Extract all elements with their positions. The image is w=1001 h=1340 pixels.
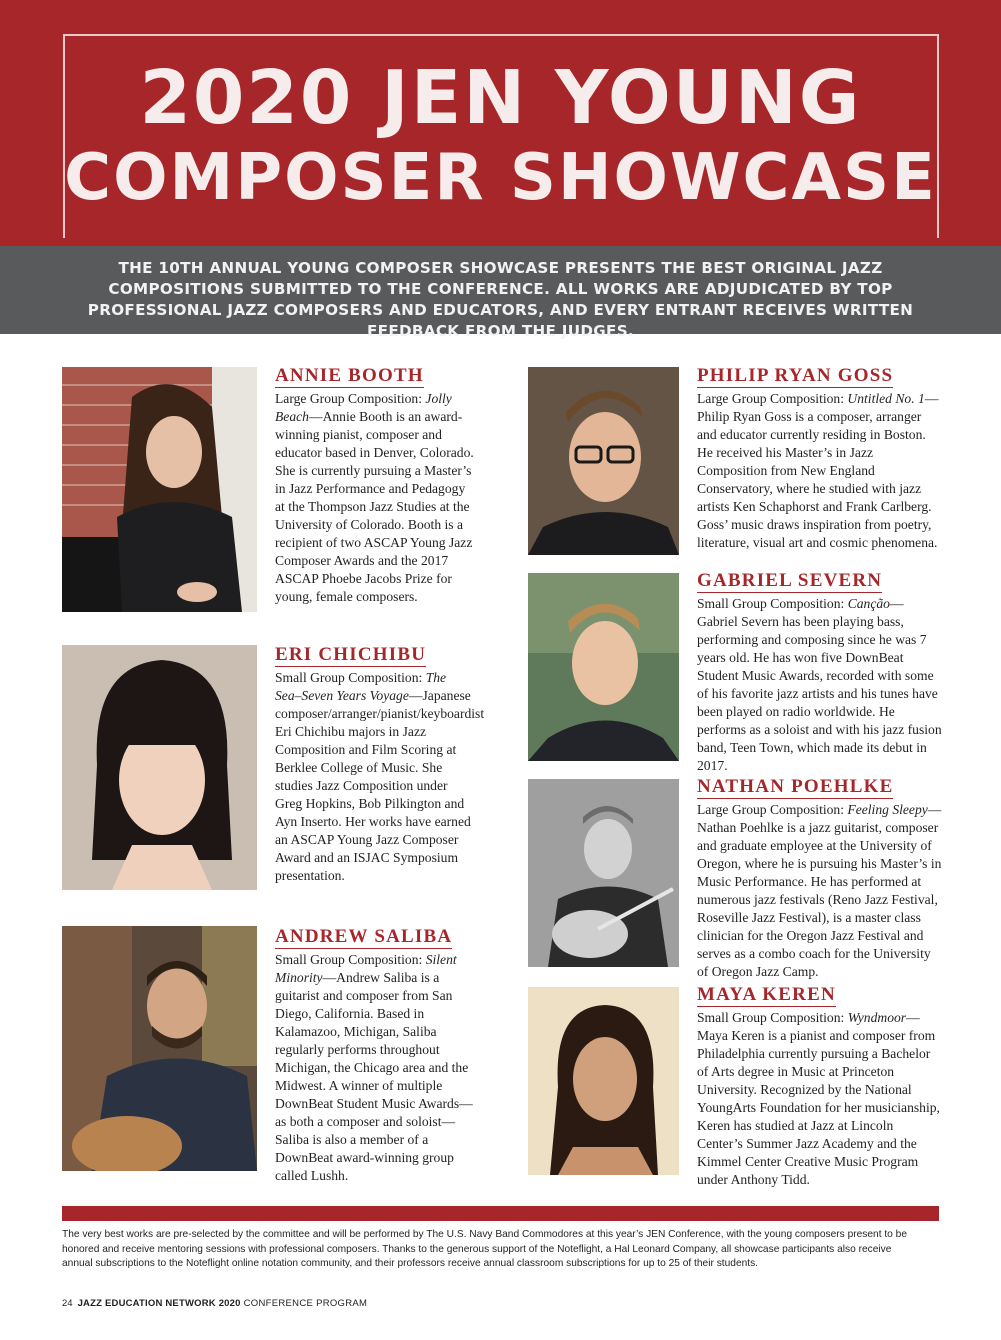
work-title: Jolly Beach [275, 391, 452, 424]
composer-bio: Small Group Composition: The Sea–Seven Years Voyage—Japanese composer/arranger/pianist/keyboardist Eri Chichibu majors in Jazz Composition and Film Scoring at Berklee College of Music. She studies Jazz Composition under Greg Hopkins, Bob Pilkington and Ayn Inserto. Her works have earned an ASCAP Young Jazz Composer Award and an ISJAC Symposium presentation. [275, 670, 485, 883]
composer-bio: Small Group Composition: Silent Minority—Andrew Saliba is a guitarist and composer from San Diego, California. Based in Kalamazoo, Michigan, Saliba regularly performs throughout Michigan, the Chicago area and the Midwest. A winner of multiple DownBeat Student Music Awards—as both a composer and soloist—Saliba is also a member of a DownBeat award-winning group called Lushh. [275, 952, 473, 1183]
work-title: Canção [847, 596, 890, 611]
work-title: Wyndmoor [847, 1010, 907, 1025]
composer-name: MAYA KEREN [697, 984, 836, 1005]
section-name: CONFERENCE PROGRAM [243, 1298, 368, 1309]
bio-philip-ryan-goss [697, 364, 942, 552]
composer-name: ANNIE BOOTH [275, 365, 424, 386]
bio-nathan-poehlke [697, 775, 942, 981]
work-title: Untitled No. 1 [847, 391, 925, 406]
page-number: 24 [62, 1298, 73, 1309]
page-title-line-1: 2020 JEN YOUNG [139, 55, 862, 141]
footer-note: The very best works are pre-selected by the committee and will be performed by The U.S. Navy Band Commodores at this year’s JEN Conference, with the young composers present to be honored and receive mentoring sessions with professional composers. Thanks to the generous support of the Noteflight, a Hal Leonard Company, all showcase participants also receive annual subscriptions to the Noteflight online notation community, and their professors receive annual classroom subscriptions for up to 25 of their students. [62, 1229, 908, 1269]
photo-maya-keren [528, 987, 679, 1175]
footer-rule [62, 1206, 939, 1221]
bio-maya-keren [697, 983, 942, 1189]
intro-text: THE 10TH ANNUAL YOUNG COMPOSER SHOWCASE PRESENTS THE BEST ORIGINAL JAZZ COMPOSITIONS SUBMITTED TO THE CONFERENCE. ALL WORKS ARE ADJUDICATED BY TOP PROFESSIONAL JAZZ COMPOSERS AND EDUCATORS, AND EVERY ENTRANT RECEIVES WRITTEN FEEDBACK FROM THE JUDGES. [87, 259, 914, 340]
bio-gabriel-severn [697, 569, 942, 775]
photo-annie-booth [62, 367, 257, 612]
composer-name: PHILIP RYAN GOSS [697, 365, 894, 386]
photo-gabriel-severn [528, 573, 679, 761]
work-title: Silent Minority [275, 952, 457, 985]
photo-philip-ryan-goss [528, 367, 679, 555]
composer-bio: Large Group Composition: Jolly Beach—Annie Booth is an award-winning pianist, composer and educator based in Denver, Colorado. She is currently pursuing a Master’s in Jazz Performance and Pedagogy at the Thompson Jazz Studies at the University of Colorado. Booth is a recipient of two ASCAP Young Jazz Composer Awards and the 2017 ASCAP Phoebe Jacobs Prize for young, female composers. [275, 391, 474, 604]
photo-andrew-saliba [62, 926, 257, 1171]
composer-bio: Small Group Composition: Wyndmoor—Maya Keren is a pianist and composer from Philadelphia currently pursuing a Bachelor of Arts degree in Music at Princeton University. Recognized by the National YoungArts Foundation for her musicianship, Keren has studied at Jazz at Lincoln Center’s Summer Jazz Academy and the Kimmel Center Creative Music Program under Anthony Tidd. [697, 1010, 940, 1187]
photo-eri-chichibu [62, 645, 257, 890]
composer-name: ANDREW SALIBA [275, 926, 453, 947]
composer-bio: Small Group Composition: Canção—Gabriel Severn has been playing bass, performing and composing since he was 7 years old. He has won five DownBeat Student Music Awards, recorded with some of his favorite jazz artists and his tunes have been played on radio worldwide. He performs as a soloist and with his jazz fusion band, Teen Town, which made its debut in 2017. [697, 596, 942, 773]
bio-eri-chichibu [275, 643, 485, 885]
composer-bio: Large Group Composition: Untitled No. 1—Philip Ryan Goss is a composer, arranger and educator currently residing in Boston. He received his Master’s in Jazz Composition from New England Conservatory, where he studied with jazz artists Ken Schaphorst and Frank Carlberg. Goss’ music draws inspiration from poetry, literature, visual art and cosmic phenomena. [697, 391, 939, 550]
work-title: Feeling Sleepy [847, 802, 928, 817]
page-title-line-2: COMPOSER SHOWCASE [64, 141, 937, 215]
bio-andrew-saliba [275, 925, 475, 1185]
page-folio [62, 1298, 367, 1309]
composer-bio: Large Group Composition: Feeling Sleepy—Nathan Poehlke is a jazz guitarist, composer and graduate employee at the University of Oregon, where he is pursuing his Master’s in Music Performance. He has performed at numerous jazz festivals (Reno Jazz Festival, Roseville Jazz Festival), is a master class clinician for the Oregon Jazz Festival and serves as a combo coach for the University of Oregon Jazz Camp. [697, 802, 942, 979]
bio-annie-booth [275, 364, 475, 606]
photo-nathan-poehlke [528, 779, 679, 967]
work-title: The Sea–Seven Years Voyage [275, 670, 447, 703]
composer-name: GABRIEL SEVERN [697, 570, 883, 591]
publication-name: JAZZ EDUCATION NETWORK 2020 [77, 1298, 241, 1309]
composer-name: ERI CHICHIBU [275, 644, 427, 665]
composer-name: NATHAN POEHLKE [697, 776, 894, 797]
